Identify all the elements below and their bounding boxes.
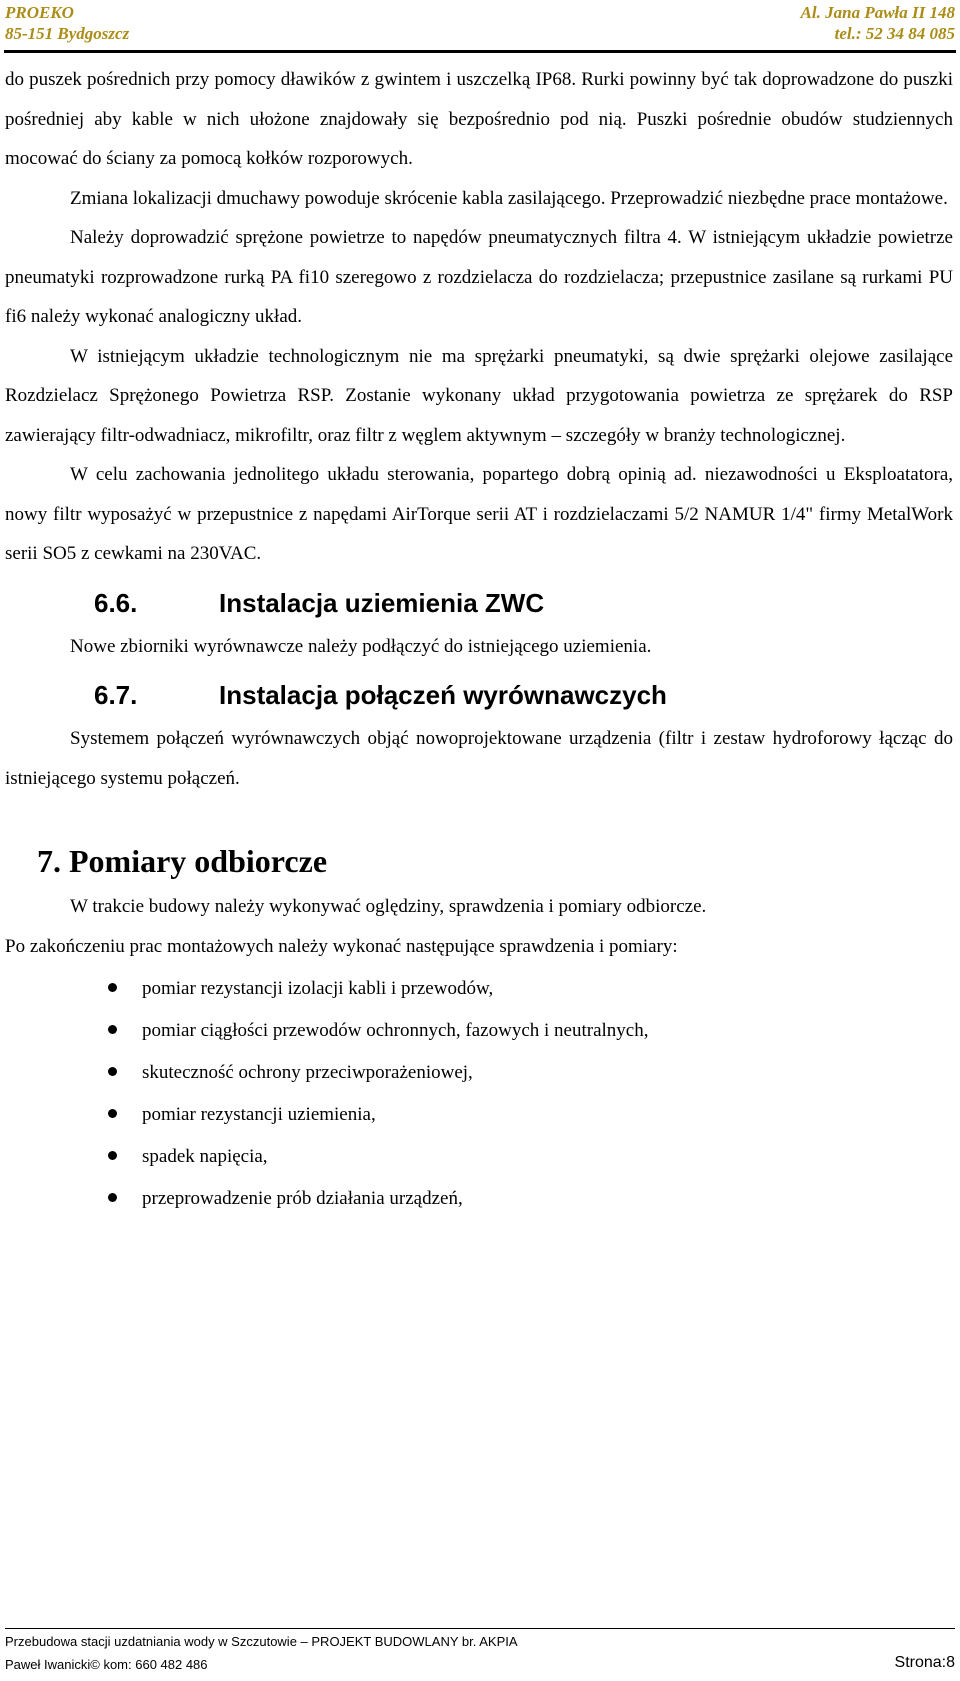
section-67-text: Systemem połączeń wyrównawczych objąć nowoprojektowane urządzenia (filtr i zestaw hydroforowy łącząc do istniejącego systemu połączeń. — [5, 728, 953, 789]
page-number: Strona:8 — [894, 1654, 955, 1671]
section-7-title: Pomiary odbiorcze — [69, 843, 328, 879]
document-body — [5, 60, 953, 1220]
page-footer — [5, 1628, 955, 1681]
bullet-icon — [108, 1151, 117, 1160]
paragraph-blower: Zmiana lokalizacji dmuchawy powoduje skrócenie kabla zasilającego. Przeprowadzić niezbędne prace montażowe. — [70, 187, 948, 209]
paragraph-compressors: W istniejącym układzie technologicznym nie ma sprężarki pneumatyki, są dwie sprężarki olejowe zasilające Rozdzielacz Sprężonego Powietrza RSP. Zostanie wykonany układ przygotowania powietrza ze sprężarek do RSP zawierający filtr-odwadniacz, mikrofiltr, oraz filtr z węglem aktywnym – szczegóły w branży technologicznej. — [5, 345, 953, 446]
bullet-icon — [108, 1067, 117, 1076]
section-66-text: Nowe zbiorniki wyrównawcze należy podłączyć do istniejącego uziemienia. — [70, 635, 652, 657]
paragraph-control: W celu zachowania jednolitego układu sterowania, popartego dobrą opinią ad. niezawodności u Eksploatatora, nowy filtr wyposażyć w przepustnice z napędami AirTorque serii AT i rozdzielaczami 5/2 NAMUR 1/4" firmy MetalWork serii SO5 z cewkami na 230VAC. — [5, 464, 953, 564]
section-7-text-2: Po zakończeniu prac montażowych należy wykonać następujące sprawdzenia i pomiary: — [5, 935, 678, 957]
header-street: Al. Jana Pawła II 148 — [800, 3, 955, 22]
footer-project: Przebudowa stacji uzdatniania wody w Szczutowie – PROJEKT BUDOWLANY br. AKPIA — [5, 1634, 518, 1649]
section-7-text-1: W trakcie budowy należy wykonywać oględziny, sprawdzenia i pomiary odbiorcze. — [70, 896, 707, 917]
header-phone: tel.: 52 34 84 085 — [834, 24, 955, 43]
paragraph-conduits: do puszek pośrednich przy pomocy dławików z gwintem i uszczelką IP68. Rurki powinny być tak doprowadzone do puszki pośredniej aby kable w nich ułożone znajdowały się bezpośrednio pod nią. Puszki pośrednie obudów studziennych mocować do ściany za pomocą kołków rozporowych. — [5, 69, 953, 169]
section-67-heading — [94, 679, 953, 711]
section-67-title: Instalacja połączeń wyrównawczych — [219, 680, 667, 710]
bullet-icon — [108, 983, 117, 992]
footer-divider — [5, 1628, 955, 1629]
footer-author: Paweł Iwanicki© kom: 660 482 486 — [5, 1657, 208, 1672]
bullet-icon — [108, 1193, 117, 1202]
measurements-list — [5, 968, 953, 1220]
list-item: skuteczność ochrony przeciwporażeniowej, — [5, 1052, 953, 1094]
section-66-title: Instalacja uziemienia ZWC — [219, 587, 545, 618]
bullet-icon — [108, 1025, 117, 1034]
section-66-heading — [94, 587, 953, 619]
list-item: pomiar ciągłości przewodów ochronnych, fazowych i neutralnych, — [5, 1010, 953, 1052]
section-67-number: 6.7. — [94, 680, 138, 710]
section-7-number: 7. — [37, 843, 61, 879]
section-66-number: 6.6. — [94, 587, 138, 618]
header-city: 85-151 Bydgoszcz — [5, 24, 130, 43]
paragraph-compressed-air: Należy doprowadzić sprężone powietrze to napędów pneumatycznych filtra 4. W istniejącym układzie powietrze pneumatyki rozprowadzone rurką PA fi10 szeregowo z rozdzielacza do rozdzielacza; przepustnice zasilane są rurkami PU fi6 należy wykonać analogiczny układ. — [5, 227, 953, 327]
list-item: pomiar rezystancji izolacji kabli i przewodów, — [5, 968, 953, 1010]
section-7-heading — [37, 841, 953, 881]
list-item: spadek napięcia, — [5, 1136, 953, 1178]
header-divider — [4, 50, 956, 53]
page-header — [5, 0, 955, 54]
list-item: przeprowadzenie prób działania urządzeń, — [5, 1178, 953, 1220]
bullet-icon — [108, 1109, 117, 1118]
header-company: PROEKO — [5, 3, 74, 22]
list-item: pomiar rezystancji uziemienia, — [5, 1094, 953, 1136]
